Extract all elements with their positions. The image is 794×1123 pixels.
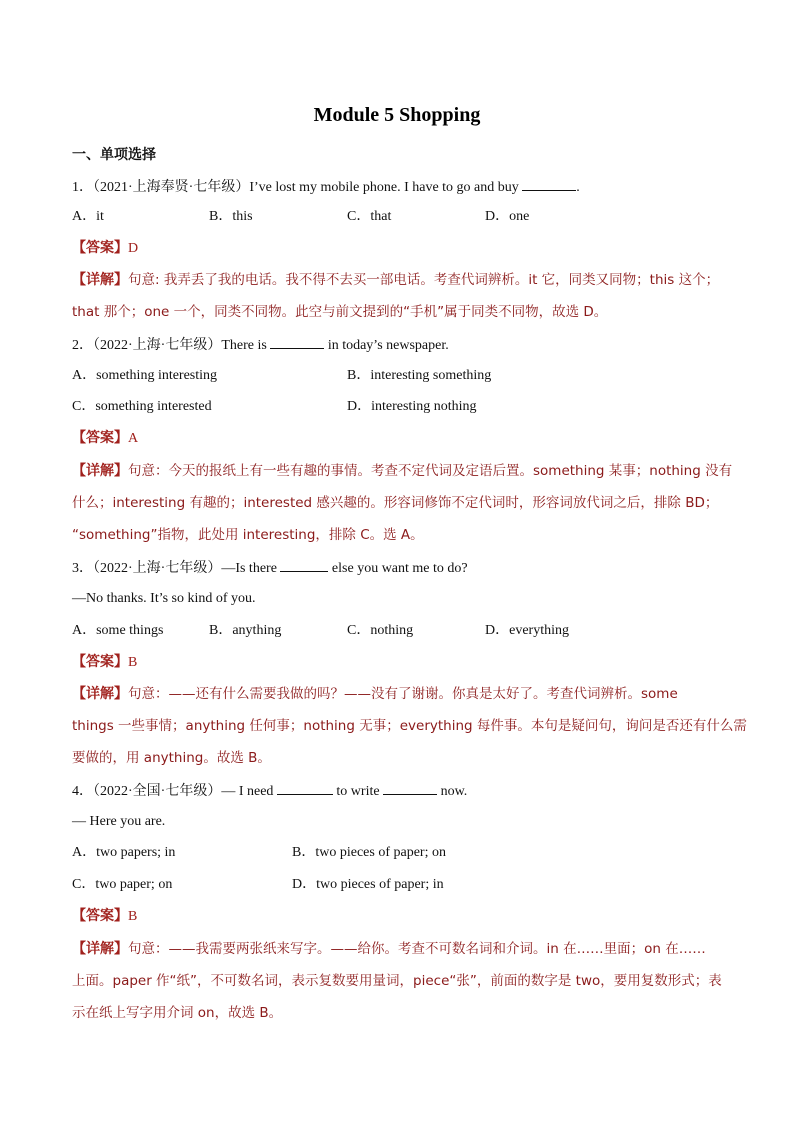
option-c: C．nothing [347, 623, 414, 638]
option-b: B．anything [209, 623, 282, 638]
option-a: A．something interesting [72, 368, 218, 383]
answer-label: 【答案】 [72, 908, 128, 924]
option-c: C．something interested [72, 399, 212, 414]
answer-value: B [128, 909, 138, 924]
answer-blank [270, 334, 324, 349]
option-d: D．everything [485, 623, 569, 638]
question-stem [72, 557, 468, 579]
stem-text: 2．（2022·上海·七年级）There is [72, 338, 271, 353]
explanation-label: 【详解】 [72, 941, 128, 957]
answer-blank [280, 557, 328, 572]
stem-text: 3．（2022·上海·七年级）—Is there [72, 561, 281, 576]
explanation-line [72, 270, 719, 291]
answer-blank [522, 176, 576, 191]
answer-label: 【答案】 [72, 240, 128, 256]
answer-line [72, 238, 138, 259]
answer-value: A [128, 431, 139, 446]
stem-text: 4．（2022·全国·七年级）— I need [72, 784, 277, 799]
stem-text: to write [332, 784, 384, 799]
answer-line [72, 428, 138, 449]
option-b: B．interesting something [347, 368, 492, 383]
option-c: C．two paper; on [72, 877, 173, 892]
stem-text: in today’s newspaper. [324, 338, 449, 353]
question-response: —No thanks. It’s so kind of you. [72, 591, 256, 606]
answer-blank [277, 780, 333, 795]
explanation-label: 【详解】 [72, 463, 128, 479]
stem-text: now. [437, 784, 468, 799]
answer-value: B [128, 655, 138, 670]
explanation-line [72, 939, 706, 960]
explanation-label: 【详解】 [72, 686, 128, 702]
answer-label: 【答案】 [72, 430, 128, 446]
explanation-line: 什么；interesting 有趣的；interested 感兴趣的。形容词修饰不定代词时，形容词放代词之后，排除 BD； [72, 495, 719, 511]
answer-line [72, 652, 137, 673]
question-stem [72, 176, 580, 198]
explanation-text: 句意: 我弄丢了我的电话。我不得不去买一部电话。考查代词辨析。it 它，同类又同物；this 这个； [128, 272, 720, 288]
option-b: B．two pieces of paper; on [292, 845, 446, 860]
explanation-line [72, 684, 678, 705]
option-d: D．two pieces of paper; in [292, 877, 444, 892]
stem-text: else you want me to do? [328, 561, 468, 576]
explanation-line: 要做的，用 anything。故选 B。 [72, 750, 271, 766]
explanation-text: 句意：——我需要两张纸来写字。——给你。考查不可数名词和介词。in 在……里面；on 在…… [128, 941, 706, 957]
answer-label: 【答案】 [72, 654, 128, 670]
option-c: C．that [347, 209, 392, 224]
explanation-line: 示在纸上写字用介词 on，故选 B。 [72, 1005, 283, 1021]
option-a: A．it [72, 209, 104, 224]
explanation-label: 【详解】 [72, 272, 128, 288]
option-b: B．this [209, 209, 253, 224]
page-title: Module 5 Shopping [313, 104, 481, 126]
explanation-line: “something”指物，此处用 interesting，排除 C。选 A。 [72, 527, 424, 543]
section-heading: 一、单项选择 [72, 147, 156, 163]
answer-blank [383, 780, 437, 795]
explanation-text: 句意：——还有什么需要我做的吗？——没有了谢谢。你真是太好了。考查代词辨析。some [128, 686, 678, 702]
explanation-line [72, 461, 732, 482]
explanation-line: things 一些事情；anything 任何事；nothing 无事；everything 每件事。本句是疑问句，询问是否还有什么需 [72, 718, 747, 734]
option-a: A．two papers; in [72, 845, 176, 860]
explanation-line: 上面。paper 作“纸”，不可数名词，表示复数要用量词，piece“张”，前面的数字是 two，要用复数形式；表 [72, 973, 722, 989]
explanation-text: 句意：今天的报纸上有一些有趣的事情。考查不定代词及定语后置。something 某事；nothing 没有 [128, 463, 733, 479]
question-response: — Here you are. [72, 814, 166, 829]
question-stem [72, 334, 449, 356]
answer-value: D [128, 241, 139, 256]
stem-text: 1．（2021·上海奉贤·七年级）I’ve lost my mobile phone. I have to go and buy [72, 180, 523, 195]
option-d: D．interesting nothing [347, 399, 477, 414]
answer-line [72, 906, 137, 927]
option-a: A．some things [72, 623, 164, 638]
stem-text: . [576, 180, 580, 195]
explanation-line: that 那个；one 一个，同类不同物。此空与前文提到的“手机”属于同类不同物，故选 D。 [72, 304, 608, 320]
question-stem [72, 780, 467, 802]
option-d: D．one [485, 209, 530, 224]
